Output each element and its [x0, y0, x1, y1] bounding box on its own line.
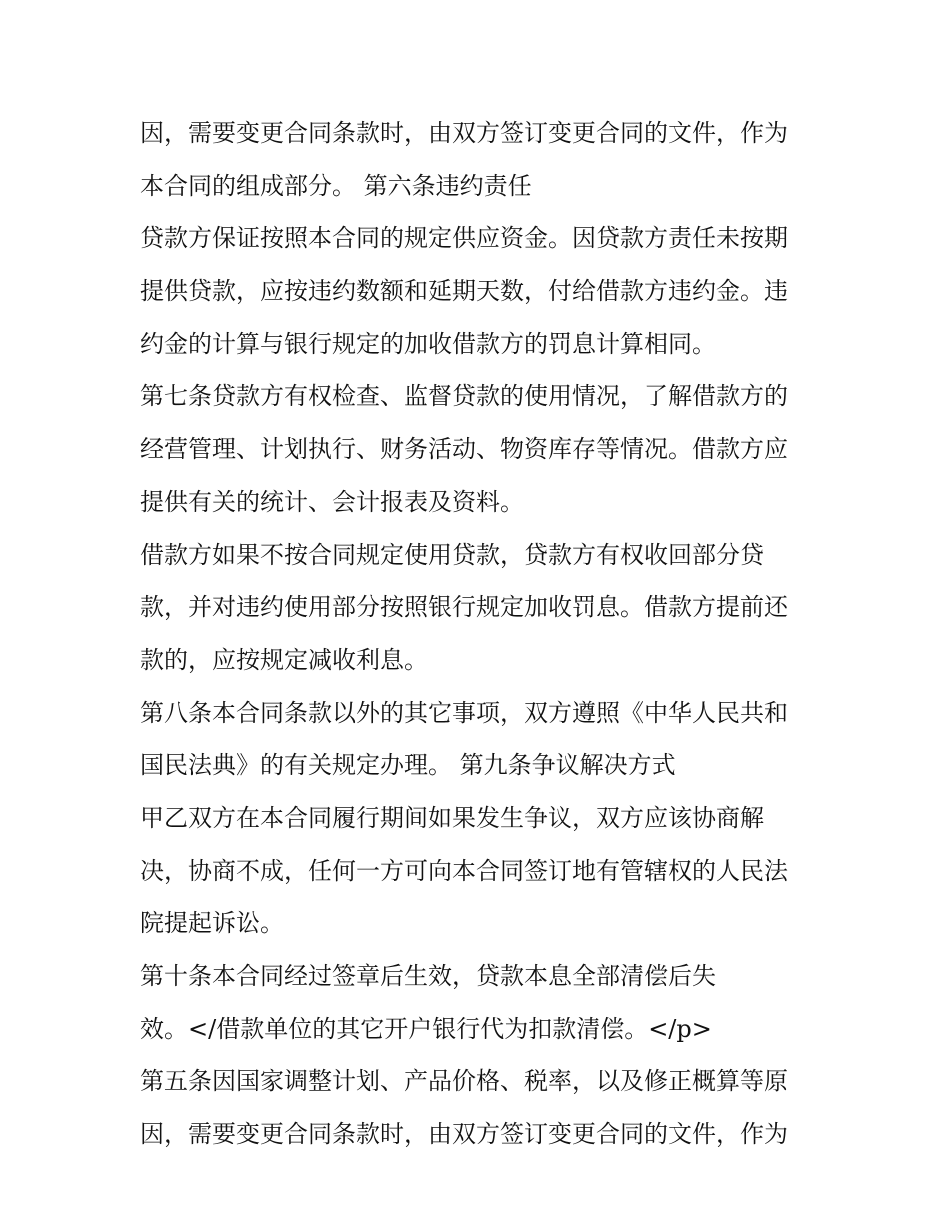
text-line-2: 本合同的组成部分。 第六条违约责任	[140, 171, 532, 200]
text-line-5: 约金的计算与银行规定的加收借款方的罚息计算相同。	[140, 329, 716, 358]
text-line-10: 款，并对违约使用部分按照银行规定加收罚息。借款方提前还	[140, 593, 788, 622]
text-line-15: 决，协商不成，任何一方可向本合同签订地有管辖权的人民法	[140, 856, 788, 885]
text-line-7: 经营管理、计划执行、财务活动、物资库存等情况。借款方应	[140, 435, 788, 464]
text-line-4: 提供贷款，应按违约数额和延期天数，付给借款方违约金。违	[140, 277, 788, 306]
text-line-12: 第八条本合同条款以外的其它事项，双方遵照《中华人民共和	[140, 698, 788, 727]
text-line-18: 效。</借款单位的其它开户银行代为扣款清偿。</p>	[140, 1014, 712, 1043]
text-line-13: 国民法典》的有关规定办理。 第九条争议解决方式	[140, 751, 676, 780]
text-line-11: 款的，应按规定减收利息。	[140, 645, 428, 674]
text-line-16: 院提起诉讼。	[140, 909, 284, 938]
text-line-9: 借款方如果不按合同规定使用贷款，贷款方有权收回部分贷	[140, 540, 764, 569]
text-line-3: 贷款方保证按照本合同的规定供应资金。因贷款方责任未按期	[140, 224, 788, 253]
text-line-6: 第七条贷款方有权检查、监督贷款的使用情况，了解借款方的	[140, 382, 788, 411]
document-body	[140, 107, 830, 1161]
text-line-1: 因，需要变更合同条款时，由双方签订变更合同的文件，作为	[140, 119, 788, 147]
text-line-19: 第五条因国家调整计划、产品价格、税率，以及修正概算等原	[140, 1067, 788, 1096]
text-line-17: 第十条本合同经过签章后生效，贷款本息全部清偿后失	[140, 962, 716, 990]
text-line-20: 因，需要变更合同条款时，由双方签订变更合同的文件，作为	[140, 1120, 788, 1149]
text-line-8: 提供有关的统计、会计报表及资料。	[140, 487, 524, 516]
text-line-14: 甲乙双方在本合同履行期间如果发生争议，双方应该协商解	[140, 803, 764, 832]
